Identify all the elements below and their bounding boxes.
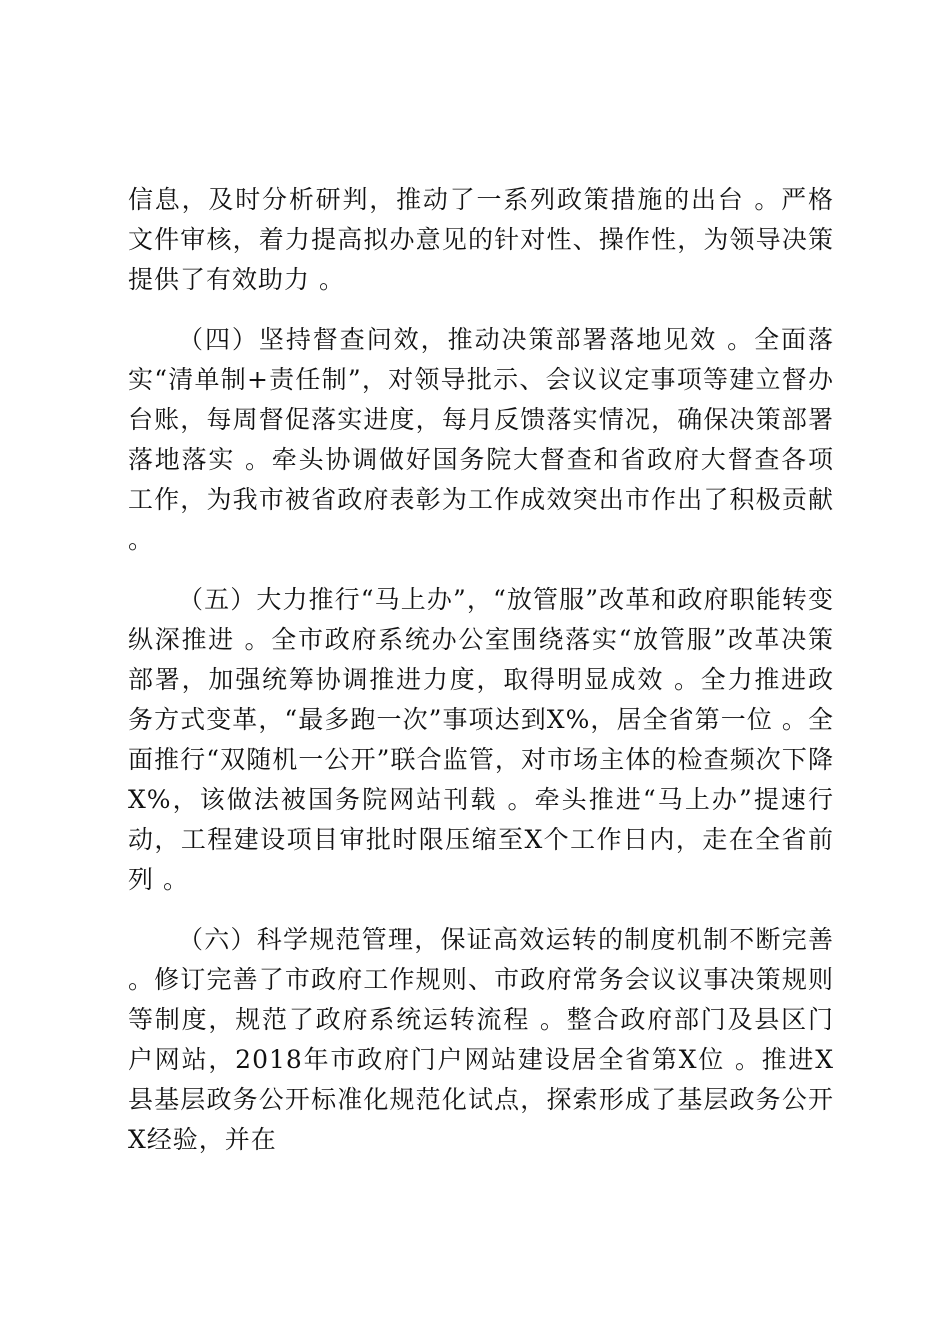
paragraph-3: （五）大力推行“马上办”，“放管服”改革和政府职能转变纵深推进 。全市政府系统办公室围绕落实“放管服”改革决策部署，加强统筹协调推进力度，取得明显成效 。全力推进政务方式变革，“最多跑一次”事项达到X%，居全省第一位 。全面推行“双随机一公开”联合监管，对市场主体的检查频次下降X%，该做法被国务院网站刊载 。牵头推进“马上办”提速行动，工程建设项目审批时限压缩至X个工作日内，走在全省前列 。 [128,585,834,894]
paragraph-2: （四）坚持督查问效，推动决策部署落地见效 。全面落实“清单制+责任制”，对领导批示、会议议定事项等建立督办台账，每周督促落实进度，每月反馈落实情况，确保决策部署落地落实 。牵头协调做好国务院大督查和省政府大督查各项工作，为我市被省政府表彰为工作成效突出市作出了积极贡献 。 [128,325,834,554]
paragraph-1: 信息，及时分析研判，推动了一系列政策措施的出台 。严格文件审核，着力提高拟办意见的针对性、操作性，为领导决策提供了有效助力 。 [128,185,834,294]
paragraph-4: （六）科学规范管理，保证高效运转的制度机制不断完善 。修订完善了市政府工作规则、市政府常务会议议事决策规则等制度，规范了政府系统运转流程 。整合政府部门及县区门户网站，2018年市政府门户网站建设居全省第X位 。推进X县基层政务公开标准化规范化试点，探索形成了基层政务公开X经验，并在 [128,925,834,1154]
document-body [128,180,834,1180]
